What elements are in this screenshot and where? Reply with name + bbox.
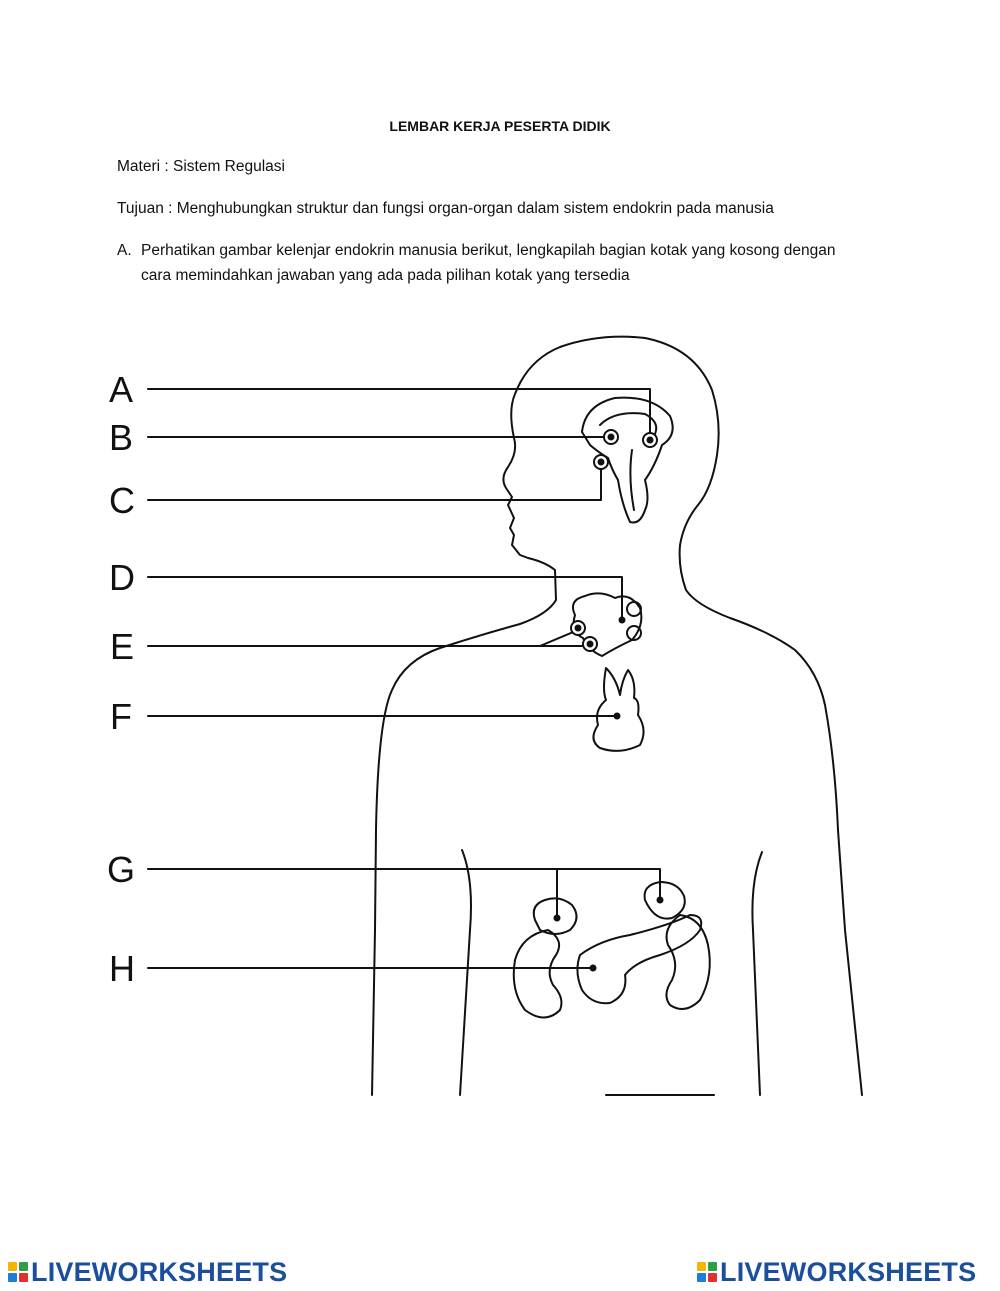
leader-line-d	[148, 577, 622, 620]
instruction-line-2: cara memindahkan jawaban yang ada pada pilihan kotak yang tersedia	[141, 267, 630, 284]
marker-e-1	[575, 625, 582, 632]
marker-c	[598, 459, 605, 466]
label-e: E	[110, 626, 135, 667]
left-kidney	[514, 930, 562, 1018]
label-a: A	[109, 369, 134, 410]
logo-blocks-icon	[697, 1262, 717, 1282]
label-h: H	[109, 948, 135, 989]
logo-blocks-icon	[8, 1262, 28, 1282]
label-f: F	[110, 696, 132, 737]
instruction-line-1: Perhatikan gambar kelenjar endokrin manusia berikut, lengkapilah bagian kotak yang kosong dengan	[141, 242, 836, 259]
parathyroid-gland-1	[627, 602, 641, 616]
label-d: D	[109, 557, 135, 598]
brand-name-right: LIVEWORKSHEETS	[720, 1256, 977, 1287]
brainstem	[630, 450, 634, 510]
label-g: G	[107, 849, 136, 890]
marker-a	[647, 437, 654, 444]
page-title: LEMBAR KERJA PESERTA DIDIK	[389, 118, 611, 134]
instruction-marker: A.	[117, 242, 132, 259]
leader-line-c	[148, 462, 601, 500]
marker-e-2	[587, 641, 594, 648]
marker-h	[590, 965, 597, 972]
footer-logo-left	[8, 1255, 287, 1289]
thymus-outline	[593, 668, 643, 751]
marker-b	[608, 434, 615, 441]
materi-line: Materi : Sistem Regulasi	[117, 158, 285, 175]
brand-name-left: LIVEWORKSHEETS	[31, 1256, 288, 1287]
pancreas	[577, 915, 701, 1003]
marker-g-1	[554, 915, 561, 922]
label-c: C	[109, 480, 135, 521]
leader-line-e	[148, 630, 590, 646]
tujuan-line: Tujuan : Menghubungkan struktur dan fungsi organ-organ dalam sistem endokrin pada manusia	[117, 200, 774, 217]
leader-line-a	[148, 389, 650, 438]
marker-g-2	[657, 897, 664, 904]
right-kidney	[666, 915, 709, 1009]
label-b: B	[109, 417, 134, 458]
right-arm-inner	[752, 852, 762, 1095]
right-adrenal-gland	[645, 882, 685, 919]
left-arm-inner	[460, 850, 471, 1095]
leader-line-g	[148, 869, 660, 918]
footer-logo-right	[697, 1255, 976, 1289]
marker-f	[614, 713, 621, 720]
marker-d	[619, 617, 626, 624]
